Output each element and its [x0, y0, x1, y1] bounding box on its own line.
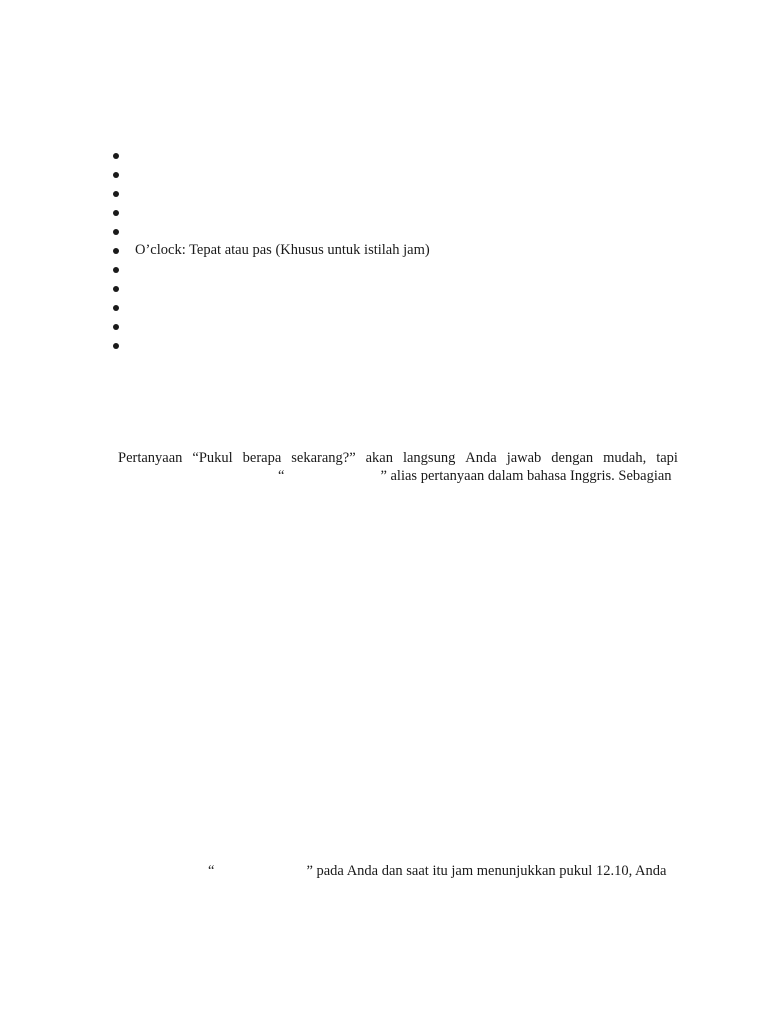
paragraph-word: sekarang?” — [291, 450, 356, 466]
paragraph-2-line-1 — [208, 862, 666, 881]
paragraph-word: jawab — [506, 450, 542, 466]
bullet-icon — [113, 267, 119, 273]
bullet-item — [110, 165, 430, 184]
bullet-item — [110, 260, 430, 279]
paragraph-word: berapa — [242, 450, 282, 466]
open-quote: “ — [208, 863, 215, 879]
bullet-icon — [113, 248, 119, 254]
paragraph-word: “Pukul — [192, 450, 233, 466]
paragraph-word: langsung — [402, 450, 456, 466]
bullet-icon — [113, 229, 119, 235]
bullet-icon — [113, 153, 119, 159]
bullet-item — [110, 279, 430, 298]
bullet-item — [110, 317, 430, 336]
paragraph-word: Anda — [465, 450, 497, 466]
open-quote: “ — [278, 468, 285, 484]
bullet-list — [110, 146, 430, 355]
bullet-item — [110, 146, 430, 165]
paragraph-word: dengan — [551, 450, 594, 466]
bullet-item — [110, 222, 430, 241]
paragraph-1-line-2 — [278, 467, 672, 486]
paragraph-1-line-1 — [118, 449, 678, 468]
paragraph-word: tapi — [656, 450, 678, 466]
bullet-icon — [113, 172, 119, 178]
bullet-item — [110, 203, 430, 222]
bullet-item — [110, 336, 430, 355]
bullet-item — [110, 184, 430, 203]
bullet-text: O’clock: Tepat atau pas (Khusus untuk istilah jam) — [135, 242, 430, 258]
paragraph-word: Pertanyaan — [118, 450, 183, 466]
paragraph-text: ” pada Anda dan saat itu jam menunjukkan pukul 12.10, Anda — [306, 863, 667, 879]
paragraph-word: akan — [365, 450, 393, 466]
bullet-icon — [113, 305, 119, 311]
bullet-icon — [113, 343, 119, 349]
bullet-item — [110, 241, 430, 260]
bullet-item — [110, 298, 430, 317]
paragraph-text: ” alias pertanyaan dalam bahasa Inggris. Sebagian — [380, 468, 672, 484]
bullet-icon — [113, 210, 119, 216]
bullet-icon — [113, 324, 119, 330]
bullet-icon — [113, 191, 119, 197]
bullet-icon — [113, 286, 119, 292]
paragraph-word: mudah, — [603, 450, 647, 466]
